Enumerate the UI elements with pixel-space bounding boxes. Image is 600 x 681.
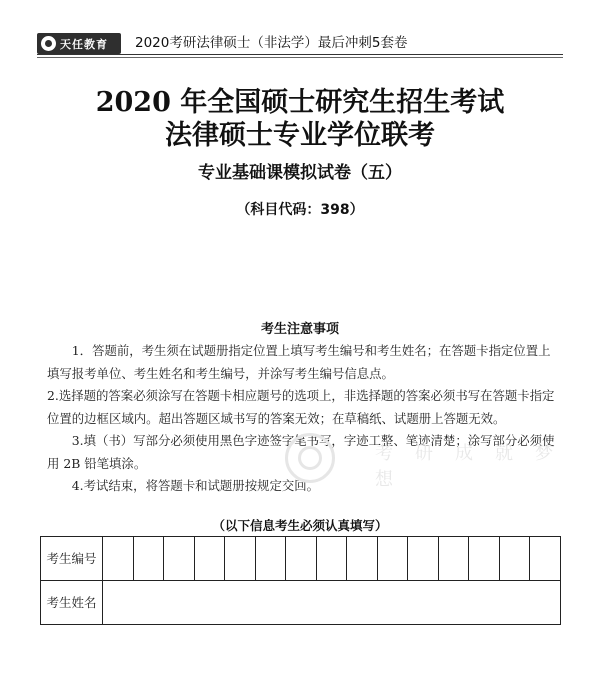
number-box[interactable] [377,537,408,581]
candidate-name-field[interactable] [103,581,561,625]
header-divider-thin [37,57,563,58]
number-box[interactable] [164,537,195,581]
number-box[interactable] [438,537,469,581]
exam-title-line1: 2020 年全国硕士研究生招生考试 [95,87,505,118]
number-box[interactable] [225,537,256,581]
candidate-name-label: 考生姓名 [41,581,103,625]
number-box[interactable] [316,537,347,581]
notice-item: 4.考试结束，将答题卡和试题册按规定交回。 [71,478,320,493]
number-box[interactable] [255,537,286,581]
number-box[interactable] [194,537,225,581]
number-box[interactable] [286,537,317,581]
candidate-info-table [40,536,561,625]
notice-body [47,340,562,498]
number-box[interactable] [408,537,439,581]
watermark-text: 考研成就梦想 [375,443,575,490]
candidate-name-row [41,581,561,625]
exam-subtitle: 专业基础课模拟试卷（五） [198,163,402,183]
candidate-number-row [41,537,561,581]
header-divider [37,54,563,55]
logo-text: 天任教育 [60,37,108,51]
candidate-number-label: 考生编号 [41,537,103,581]
logo-icon [41,36,56,51]
number-box[interactable] [347,537,378,581]
notice-item: 2.选择题的答案必须涂写在答题卡相应题号的选项上，非选择题的答案必须书写在答题卡指定位置的边框区域内。超出答题区域书写的答案无效；在草稿纸、试题册上答题无效。 [47,388,555,426]
notice-item: 1．答题前，考生须在试题册指定位置上填写考生编号和考生姓名；在答题卡指定位置上填写报考单位、考生姓名和考生编号，并涂写考生编号信息点。 [47,343,551,381]
subject-code: （科目代码：398） [236,202,364,218]
page-header [0,0,600,58]
notice-title: 考生注意事项 [260,322,339,337]
exam-title-line2: 法律硕士专业学位联考 [165,120,435,151]
number-box[interactable] [103,537,134,581]
info-form-title: （以下信息考生必须认真填写） [212,518,388,533]
brand-logo [37,33,121,54]
number-box[interactable] [530,537,561,581]
number-box[interactable] [133,537,164,581]
number-box[interactable] [499,537,530,581]
header-title: 2020考研法律硕士（非法学）最后冲刺5套卷 [135,35,408,51]
number-box[interactable] [469,537,500,581]
notice-item: 3.填（书）写部分必须使用黑色字迹签字笔书写，字迹工整、笔迹清楚；涂写部分必须使用 2B 铅笔填涂。 [47,433,555,471]
